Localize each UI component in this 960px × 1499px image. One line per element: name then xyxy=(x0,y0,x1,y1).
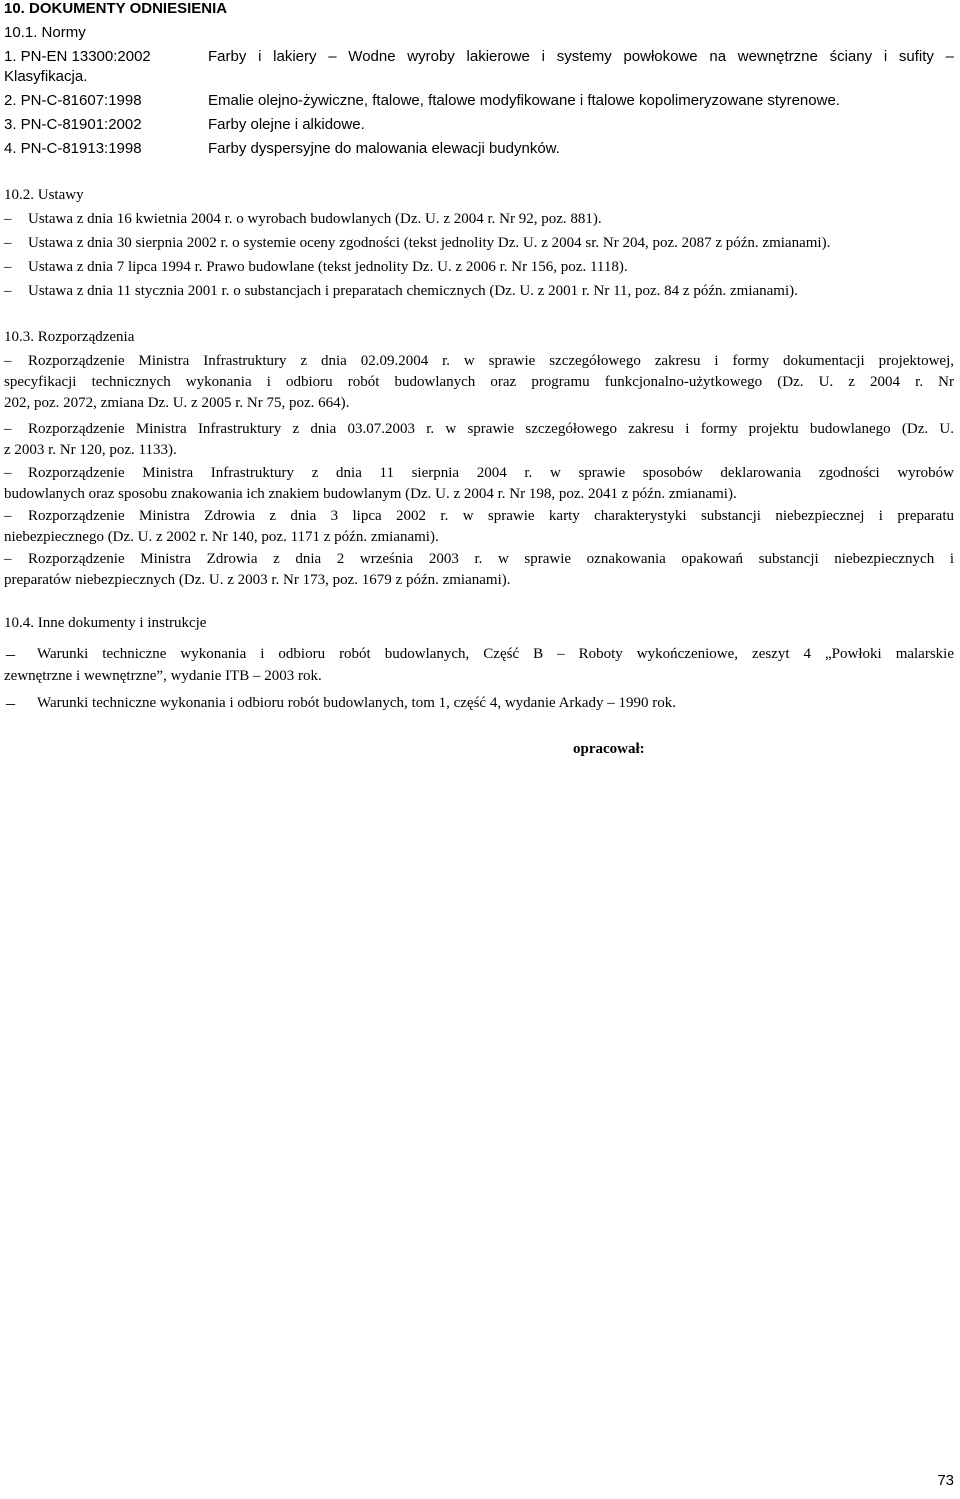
norm-code: 3. PN-C-81901:2002 xyxy=(4,116,142,133)
law-text: Ustawa z dnia 16 kwietnia 2004 r. o wyrobach budowlanych (Dz. U. z 2004 r. Nr 92, poz. 881). xyxy=(28,211,602,227)
regulation-line: 202, poz. 2072, zmiana Dz. U. z 2005 r. Nr 75, poz. 664). xyxy=(4,395,350,411)
page-number: 73 xyxy=(937,1472,954,1489)
document-line: Warunki techniczne wykonania i odbioru robót budowlanych, Część B – Roboty wykończeniowe, zeszyt 4 „Powłoki malarskie xyxy=(37,646,954,662)
law-text: Ustawa z dnia 11 stycznia 2001 r. o substancjach i preparatach chemicznych (Dz. U. z 2001 r. Nr 11, poz. 84 z późn. zmianami). xyxy=(28,283,798,299)
regulation-line: preparatów niebezpiecznych (Dz. U. z 2003 r. Nr 173, poz. 1679 z późn. zmianami). xyxy=(4,572,511,588)
dash-marker: – xyxy=(4,211,12,227)
dash-marker: – xyxy=(4,283,12,299)
section-heading: 10. DOKUMENTY ODNIESIENIA xyxy=(4,0,228,17)
document-line: Warunki techniczne wykonania i odbioru robót budowlanych, tom 1, część 4, wydanie Arkady – 1990 rok. xyxy=(37,695,677,711)
regulation-line: Rozporządzenie Ministra Infrastruktury z dnia 11 sierpnia 2004 r. w sprawie sposobów deklarowania zgodności wyrobów xyxy=(28,465,954,481)
norm-code: 4. PN-C-81913:1998 xyxy=(4,140,142,157)
norms-heading: 10.1. Normy xyxy=(4,24,86,41)
dash-marker: – xyxy=(4,235,12,251)
document-page xyxy=(4,0,954,1499)
document-line: zewnętrzne i wewnętrzne”, wydanie ITB – 2003 rok. xyxy=(4,668,322,684)
other-documents-heading: 10.4. Inne dokumenty i instrukcje xyxy=(4,615,207,631)
regulation-line: Rozporządzenie Ministra Zdrowia z dnia 3 lipca 2002 r. w sprawie karty charakterystyki substancji niebezpiecznej i preparatu xyxy=(28,508,954,524)
norm-title: Farby olejne i alkidowe. xyxy=(208,116,365,133)
dash-marker: – xyxy=(4,421,12,437)
regulation-line: Rozporządzenie Ministra Infrastruktury z dnia 03.07.2003 r. w sprawie szczegółowego zakresu i formy projektu budowlanego (Dz. U. xyxy=(28,421,954,437)
law-text: Ustawa z dnia 30 sierpnia 2002 r. o systemie oceny zgodności (tekst jednolity Dz. U. z 2004 sr. Nr 204, poz. 2087 z późn. zmianami). xyxy=(28,235,831,251)
dash-marker: – xyxy=(4,259,12,275)
law-text: Ustawa z dnia 7 lipca 1994 r. Prawo budowlane (tekst jednolity Dz. U. z 2006 r. Nr 156, poz. 1118). xyxy=(28,259,628,275)
regulation-line: Rozporządzenie Ministra Zdrowia z dnia 2 września 2003 r. w sprawie oznakowania opakowań substancji niebezpiecznych i xyxy=(28,551,954,567)
dash-marker: – xyxy=(4,508,12,524)
regulation-line: niebezpiecznego (Dz. U. z 2002 r. Nr 140, poz. 1171 z późn. zmianami). xyxy=(4,529,439,545)
bullet-marker: – xyxy=(6,644,15,664)
dash-marker: – xyxy=(4,465,12,481)
norm-title: Emalie olejno-żywiczne, ftalowe, ftalowe modyfikowane i ftalowe kopolimeryzowane styrenowe. xyxy=(208,92,840,109)
regulation-line: Rozporządzenie Ministra Infrastruktury z dnia 02.09.2004 r. w sprawie szczegółowego zakresu i formy dokumentacji projektowej, xyxy=(28,353,954,369)
norm-code: 2. PN-C-81607:1998 xyxy=(4,92,142,109)
regulation-line: budowlanych oraz sposobu znakowania ich znakiem budowlanym (Dz. U. z 2004 r. Nr 198, poz. 2041 z późn. zmianami). xyxy=(4,486,737,502)
norm-title: Farby dyspersyjne do malowania elewacji budynków. xyxy=(208,140,560,157)
laws-heading: 10.2. Ustawy xyxy=(4,187,84,203)
regulations-heading: 10.3. Rozporządzenia xyxy=(4,329,135,345)
signature-label: opracował: xyxy=(573,741,645,757)
norm-title: Farby i lakiery – Wodne wyroby lakierowe i systemy powłokowe na wewnętrzne ściany i sufity – xyxy=(208,48,954,65)
regulation-line: specyfikacji technicznych wykonania i odbioru robót budowlanych oraz programu funkcjonalno-użytkowego (Dz. U. z 2004 r. Nr xyxy=(4,374,954,390)
dash-marker: – xyxy=(4,353,12,369)
dash-marker: – xyxy=(4,551,12,567)
norm-continuation: Klasyfikacja. xyxy=(4,68,88,85)
regulation-line: z 2003 r. Nr 120, poz. 1133). xyxy=(4,442,177,458)
norm-code: 1. PN-EN 13300:2002 xyxy=(4,48,151,65)
bullet-marker: – xyxy=(6,693,15,713)
